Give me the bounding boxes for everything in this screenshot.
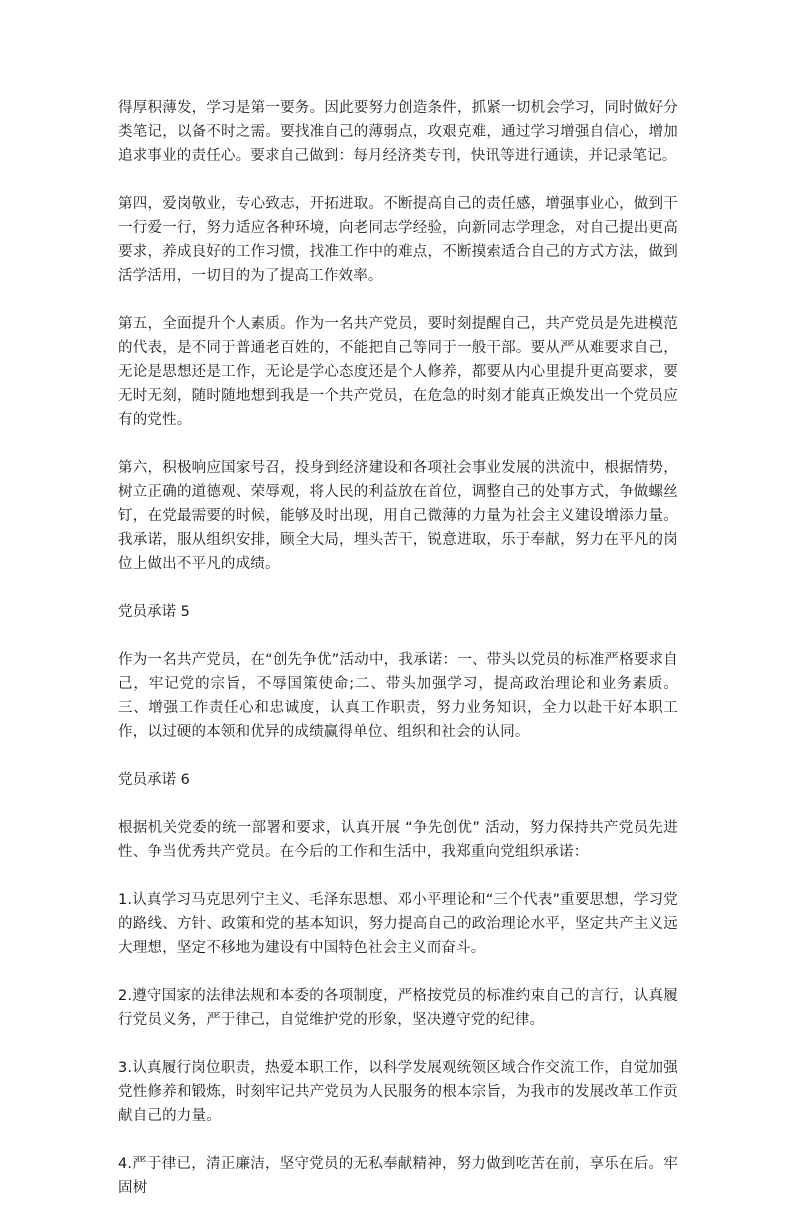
paragraph: 第四，爱岗敬业，专心致志，开拓进取。不断提高自己的责任感，增强事业心，做到干一行爱一行，努力适应各种环境，向老同志学经验，向新同志学理念，对自己提出更高要求，养成良好的工作习惯，找准工作中的难点，不断摸索适合自己的方式方法，做到活学活用，一切目的为了提高工作效率。 <box>118 196 678 284</box>
paragraph: 第六，积极响应国家号召，投身到经济建设和各项社会事业发展的洪流中，根据情势，树立正确的道德观、荣辱观，将人民的利益放在首位，调整自己的处事方式，争做螺丝钉，在党最需要的时候，能够及时出现，用自己微薄的力量为社会主义建设增添力量。我承诺，服从组织安排，顾全大局，埋头苦干，锐意进取，乐于奉献，努力在平凡的岗位上做出不平凡的成绩。 <box>118 460 678 572</box>
section-heading: 党员承诺 6 <box>118 772 190 788</box>
list-item: 4.严于律已，清正廉洁，坚守党员的无私奉献精神，努力做到吃苦在前，享乐在后。牢固树 <box>118 1156 678 1196</box>
paragraph: 作为一名共产党员，在“创先争优”活动中，我承诺：一、带头以党员的标准严格要求自己，牢记党的宗旨，不辱国策使命;二、带头加强学习，提高政治理论和业务素质。三、增强工作责任心和忠诚度，认真工作职责，努力业务知识，全力以赴干好本职工作，以过硬的本领和优异的成绩赢得单位、组织和社会的认同。 <box>118 652 678 740</box>
paragraph: 根据机关党委的统一部署和要求，认真开展 “争先创优” 活动，努力保持共产党员先进性、争当优秀共产党员。在今后的工作和生活中，我郑重向党组织承诺： <box>118 820 678 860</box>
list-item: 1.认真学习马克思列宁主义、毛泽东思想、邓小平理论和“三个代表”重要思想，学习党的路线、方针、政策和党的基本知识，努力提高自己的政治理论水平，坚定共产主义远大理想，坚定不移地为建设有中国特色社会主义而奋斗。 <box>118 892 678 956</box>
document-page <box>118 96 678 1224</box>
paragraph: 第五，全面提升个人素质。作为一名共产党员，要时刻提醒自己，共产党员是先进模范的代表，是不同于普通老百姓的，不能把自己等同于一般干部。要从严从难要求自己，无论是思想还是工作，无论是学心态度还是个人修养，都要从内心里提升更高要求，要无时无刻，随时随地想到我是一个共产党员，在危急的时刻才能真正焕发出一个党员应有的党性。 <box>118 316 678 428</box>
list-item: 2.遵守国家的法律法规和本委的各项制度，严格按党员的标准约束自己的言行，认真履行党员义务，严于律己，自觉维护党的形象，坚决遵守党的纪律。 <box>118 988 678 1028</box>
paragraph: 得厚积薄发，学习是第一要务。因此要努力创造条件，抓紧一切机会学习，同时做好分类笔记，以备不时之需。要找准自己的薄弱点，攻艰克难，通过学习增强自信心，增加追求事业的责任心。要求自己做到：每月经济类专刊，快讯等进行通读，并记录笔记。 <box>118 100 678 164</box>
list-item: 3.认真履行岗位职责，热爱本职工作，以科学发展观统领区域合作交流工作，自觉加强党性修养和锻炼，时刻牢记共产党员为人民服务的根本宗旨，为我市的发展改革工作贡献自己的力量。 <box>118 1060 678 1124</box>
section-heading: 党员承诺 5 <box>118 604 190 620</box>
